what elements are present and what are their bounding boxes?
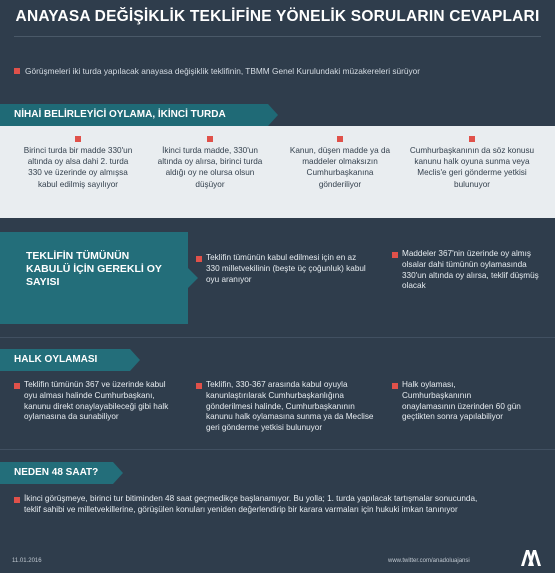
- section4-heading: NEDEN 48 SAAT?: [0, 462, 113, 484]
- section2-item-1: [206, 253, 366, 285]
- section1-heading: NİHAİ BELİRLEYİCİ OYLAMA, İKİNCİ TURDA: [0, 104, 268, 126]
- section-divider: [0, 337, 555, 338]
- bullet-square-icon: [207, 136, 213, 142]
- section1-column-text: Kanun, düşen madde ya da maddeler olmaksızın Cumhurbaşkanına gönderiliyor: [289, 146, 391, 189]
- bullet-square-icon: [14, 68, 20, 74]
- section1-column-2: [150, 136, 270, 190]
- title-divider: [14, 36, 541, 37]
- bullet-square-icon: [14, 383, 20, 389]
- section1-column-4: [408, 136, 536, 190]
- bullet-square-icon: [392, 383, 398, 389]
- bullet-square-icon: [392, 252, 398, 258]
- section2-heading: TEKLİFİN TÜMÜNÜN KABULÜ İÇİN GEREKLİ OY SAYISI: [26, 250, 162, 288]
- intro-text: [14, 66, 544, 76]
- section3-item-2: [206, 380, 376, 434]
- page-title: ANAYASA DEĞİŞİKLİK TEKLİFİNE YÖNELİK SORULARIN CEVAPLARI: [15, 8, 540, 25]
- bullet-square-icon: [14, 497, 20, 503]
- section2-item-text: Teklifin tümünün kabul edilmesi için en az 330 milletvekilinin (beşte üç çoğunluk) kabul oyu aranıyor: [206, 253, 366, 284]
- section1-column-text: İkinci turda madde, 330'un altında oy alırsa, birinci turda aldığı oy ne olursa olsun düşüyor: [157, 146, 263, 189]
- section1-column-3: [288, 136, 392, 190]
- section-divider: [0, 449, 555, 450]
- footer-twitter-link[interactable]: www.twitter.com/anadoluajansi: [388, 558, 470, 564]
- section3-item-text: Teklifin tümünün 367 ve üzerinde kabul oyu alması halinde Cumhurbaşkanı, kanunu direkt onaylayabileceği gibi halk oylamasına da sunabiliyor: [24, 380, 169, 422]
- section1-column-text: Birinci turda bir madde 330'un altında oy alsa dahi 2. turda 330 ve üzerinde oy almışsa kabul edilmiş sayılıyor: [23, 146, 133, 189]
- section3-heading: HALK OYLAMASI: [0, 349, 130, 371]
- bullet-square-icon: [337, 136, 343, 142]
- section3-item-text: Teklifin, 330-367 arasında kabul oyuyla kanunlaştırılarak Cumhurbaşkanlığına gönderilmesi halinde, Cumhurbaşkanının kanunu halk oylamasına sunma ya da Meclise geri gönderme yetkisi bulunuyor: [206, 380, 374, 433]
- bullet-square-icon: [469, 136, 475, 142]
- bullet-square-icon: [196, 383, 202, 389]
- footer-date: 11.01.2016: [12, 558, 42, 564]
- anadolu-agency-logo-icon: [521, 550, 541, 566]
- section3-item-1: [24, 380, 174, 423]
- bullet-square-icon: [196, 256, 202, 262]
- intro-label: Görüşmeleri iki turda yapılacak anayasa değişiklik teklifinin, TBMM Genel Kurulundaki müzakereleri sürüyor: [25, 66, 421, 76]
- bullet-square-icon: [75, 136, 81, 142]
- section1-panel: [0, 126, 555, 218]
- section1-column-text: Cumhurbaşkanının da söz konusu kanunu halk oyuna sunma veya Meclis'e geri gönderme yetkisi bulunuyor: [409, 146, 535, 189]
- section2-item-text: Maddeler 367'nin üzerinde oy almış olsalar dahi tümünün oylamasında 330'un altında oy alırsa, teklif düşmüş olacak: [402, 249, 539, 291]
- section3-item-3: [402, 380, 522, 423]
- section4-text-block: [24, 494, 484, 516]
- section2-item-2: [402, 249, 542, 292]
- section4-text: İkinci görüşmeye, birinci tur bitiminden 48 saat geçmedikçe başlanamıyor. Bu yolla; 1. turda yapılacak tartışmalar sonucunda, teklif sahibi ve milletvekillerine, görüşülen konuları yeniden değerlendirip bir karara varmaları için hukuki imkan tanınıyor: [24, 494, 478, 514]
- section2-heading-block: [0, 232, 188, 324]
- section3-item-text: Halk oylaması, Cumhurbaşkanının onaylamasının üzerinden 60 gün geçtikten sonra yapılabiliyor: [402, 380, 521, 422]
- section1-column-1: [22, 136, 134, 190]
